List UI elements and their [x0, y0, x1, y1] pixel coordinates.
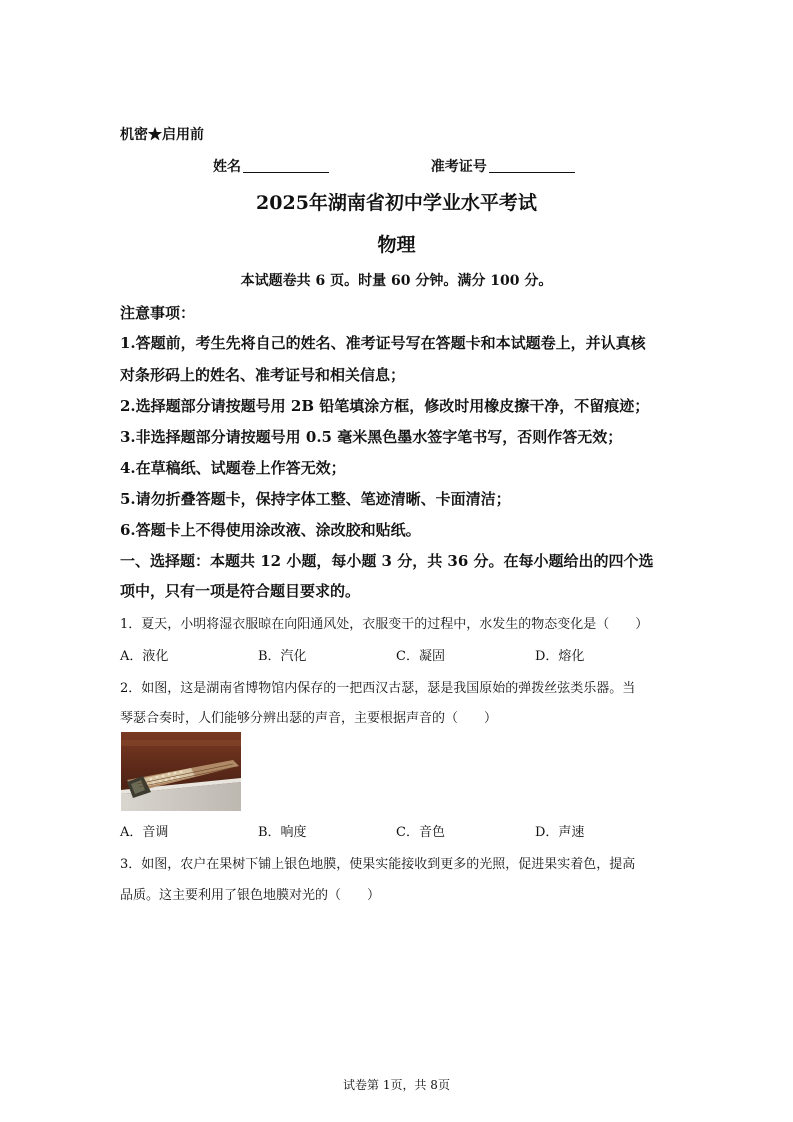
ticket-field[interactable] [431, 156, 575, 176]
option-b[interactable]: B．汽化 [258, 649, 307, 664]
notice-item: 2.选择题部分请按题号用 2B 铅笔填涂方框，修改时用橡皮擦干净，不留痕迹； [120, 397, 650, 415]
section-heading-cont: 项中，只有一项是符合题目要求的。 [120, 582, 361, 600]
question-3-stem: 3．如图，农户在果树下铺上银色地膜，使果实能接收到更多的光照，促进果实着色，提高 [120, 857, 636, 872]
candidate-fields [213, 156, 575, 176]
name-label: 姓名 [213, 159, 241, 175]
notice-item: 6.答题卡上不得使用涂改液、涂改胶和贴纸。 [120, 521, 421, 539]
notice-item: 1.答题前，考生先将自己的姓名、准考证号写在答题卡和本试题卷上，并认真核 [120, 334, 646, 352]
name-blank[interactable] [243, 158, 329, 173]
option-a[interactable]: A．音调 [120, 825, 169, 840]
notice-item: 3.非选择题部分请按题号用 0.5 毫米黑色墨水签字笔书写，否则作答无效； [120, 428, 623, 446]
confidential-label: 机密★启用前 [120, 127, 204, 143]
question-2-stem-cont: 琴瑟合奏时，人们能够分辨出瑟的声音，主要根据声音的（ ） [120, 711, 498, 726]
question-3-stem-cont: 品质。这主要利用了银色地膜对光的（ ） [120, 888, 381, 903]
name-field[interactable] [213, 156, 329, 176]
page-footer: 试卷第 1页，共 8页 [343, 1078, 450, 1092]
option-c[interactable]: C．凝固 [396, 649, 445, 664]
option-b[interactable]: B．响度 [258, 825, 307, 840]
exam-title: 2025年湖南省初中学业水平考试 [256, 192, 537, 214]
ticket-blank[interactable] [489, 158, 575, 173]
notice-title: 注意事项： [120, 304, 196, 322]
guqin-photo [121, 732, 241, 811]
notice-item: 4.在草稿纸、试题卷上作答无效； [120, 459, 346, 477]
subject-title: 物理 [377, 234, 416, 256]
question-2-stem: 2．如图，这是湖南省博物馆内保存的一把西汉古瑟，瑟是我国原始的弹拨丝弦类乐器。当 [120, 681, 636, 696]
option-a[interactable]: A．液化 [120, 649, 169, 664]
option-c[interactable]: C．音色 [396, 825, 445, 840]
ticket-label: 准考证号 [430, 159, 487, 175]
option-d[interactable]: D．声速 [535, 825, 585, 840]
section-heading: 一、选择题：本题共 12 小题，每小题 3 分，共 36 分。在每小题给出的四个选 [120, 552, 654, 570]
option-d[interactable]: D．熔化 [535, 649, 585, 664]
question-1-options [120, 645, 680, 663]
notice-item: 对条形码上的姓名、准考证号和相关信息； [120, 366, 406, 384]
question-2-options [120, 821, 680, 839]
exam-info: 本试题卷共 6 页。时量 60 分钟。满分 100 分。 [240, 273, 553, 289]
question-1-stem: 1．夏天，小明将湿衣服晾在向阳通风处，衣服变干的过程中，水发生的物态变化是（ ） [120, 617, 649, 632]
notice-item: 5.请勿折叠答题卡，保持字体工整、笔迹清晰、卡面清洁； [120, 490, 511, 508]
